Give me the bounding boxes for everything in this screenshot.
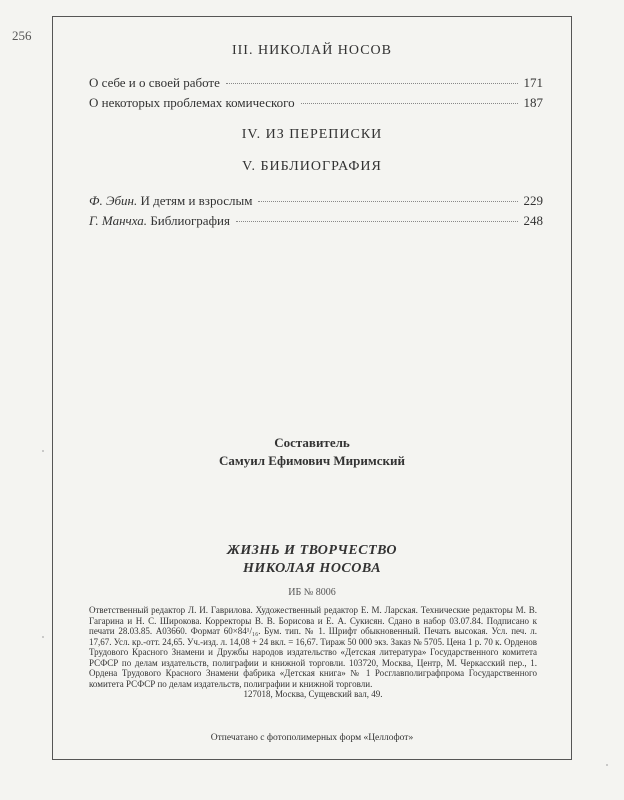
page-frame <box>52 16 572 760</box>
toc-entry-page: 229 <box>523 193 543 208</box>
toc-entry-title-text: И детям и взрослым <box>140 193 253 208</box>
toc-entry-author: Ф. Эбин. <box>89 193 138 208</box>
toc-entry <box>89 75 543 93</box>
toc-entry-title <box>89 193 252 209</box>
imprint-address: 127018, Москва, Сущевский вал, 49. <box>243 689 383 699</box>
compiler-name: Самуил Ефимович Миримский <box>219 453 405 468</box>
ib-number: ИБ № 8006 <box>288 587 336 598</box>
toc-entry-page: 248 <box>523 213 543 228</box>
toc-entry-page: 171 <box>523 75 543 90</box>
toc-entry-title-text: Библиография <box>150 213 230 228</box>
section-title-bibliography: V. БИБЛИОГРАФИЯ <box>242 159 382 174</box>
toc-entry-title: О некоторых проблемах комического <box>89 95 295 110</box>
scan-dust-mark <box>606 764 608 766</box>
book-title-line1: ЖИЗНЬ И ТВОРЧЕСТВО <box>227 543 397 558</box>
imprint-text: Ответственный редактор Л. И. Гаврилова. Художественный редактор Е. М. Ларская. Технические редакторы М. В. Гагарина и Н. С. Широкова. Корректоры В. В. Борисова и Е. А. Сукисян. Сдано в набор 03.07.84. Подписано к печати 28.03.85. А03660. Формат 60×84¹/₁₆. Бум. тип. № 1. Шрифт обыкновенный. Печать высокая. Усл. печ. л. 17,67. Усл. кр.-отт. 24,65. Уч.-изд. л. 14,08 + 24 вкл. = 16,67. Тираж 50 000 экз. Заказ № 5705. Цена 1 р. 70 к. Орденов Трудового Красного Знамени и Дружбы народов издательство «Детская литература» Государственного комитета РСФСР по делам издательств, полиграфии и книжной торговли. 103720, Москва, Центр, М. Черкасский пер., 1. Ордена Трудового Красного Знамени фабрика «Детская книга» № 1 Росглавполиграфпрома Государственного комитета РСФСР по делам издательств, полиграфии и книжной торговли. <box>89 605 537 689</box>
imprint-block <box>89 605 537 700</box>
leader-dots <box>301 103 518 104</box>
toc-entry-title <box>89 213 230 229</box>
compiler-label: Составитель <box>274 435 350 450</box>
toc-entry-page: 187 <box>523 95 543 110</box>
leader-dots <box>258 201 517 202</box>
scan-dust-mark <box>42 450 44 452</box>
toc-entry <box>89 193 543 211</box>
scan-dust-mark <box>42 636 44 638</box>
toc-entry-author: Г. Манчха. <box>89 213 148 228</box>
leader-dots <box>226 83 518 84</box>
toc-entry <box>89 213 543 231</box>
toc-entry-title: О себе и о своей работе <box>89 75 220 90</box>
page-number: 256 <box>12 28 32 43</box>
printed-from-note: Отпечатано с фотополимерных форм «Целлофот» <box>210 733 414 743</box>
toc-entry <box>89 95 543 113</box>
section-title-correspondence: IV. ИЗ ПЕРЕПИСКИ <box>241 127 383 142</box>
section-title-nikolai-nosov: III. НИКОЛАЙ НОСОВ <box>231 43 392 58</box>
book-title-line2: НИКОЛАЯ НОСОВА <box>242 561 382 576</box>
leader-dots <box>236 221 518 222</box>
